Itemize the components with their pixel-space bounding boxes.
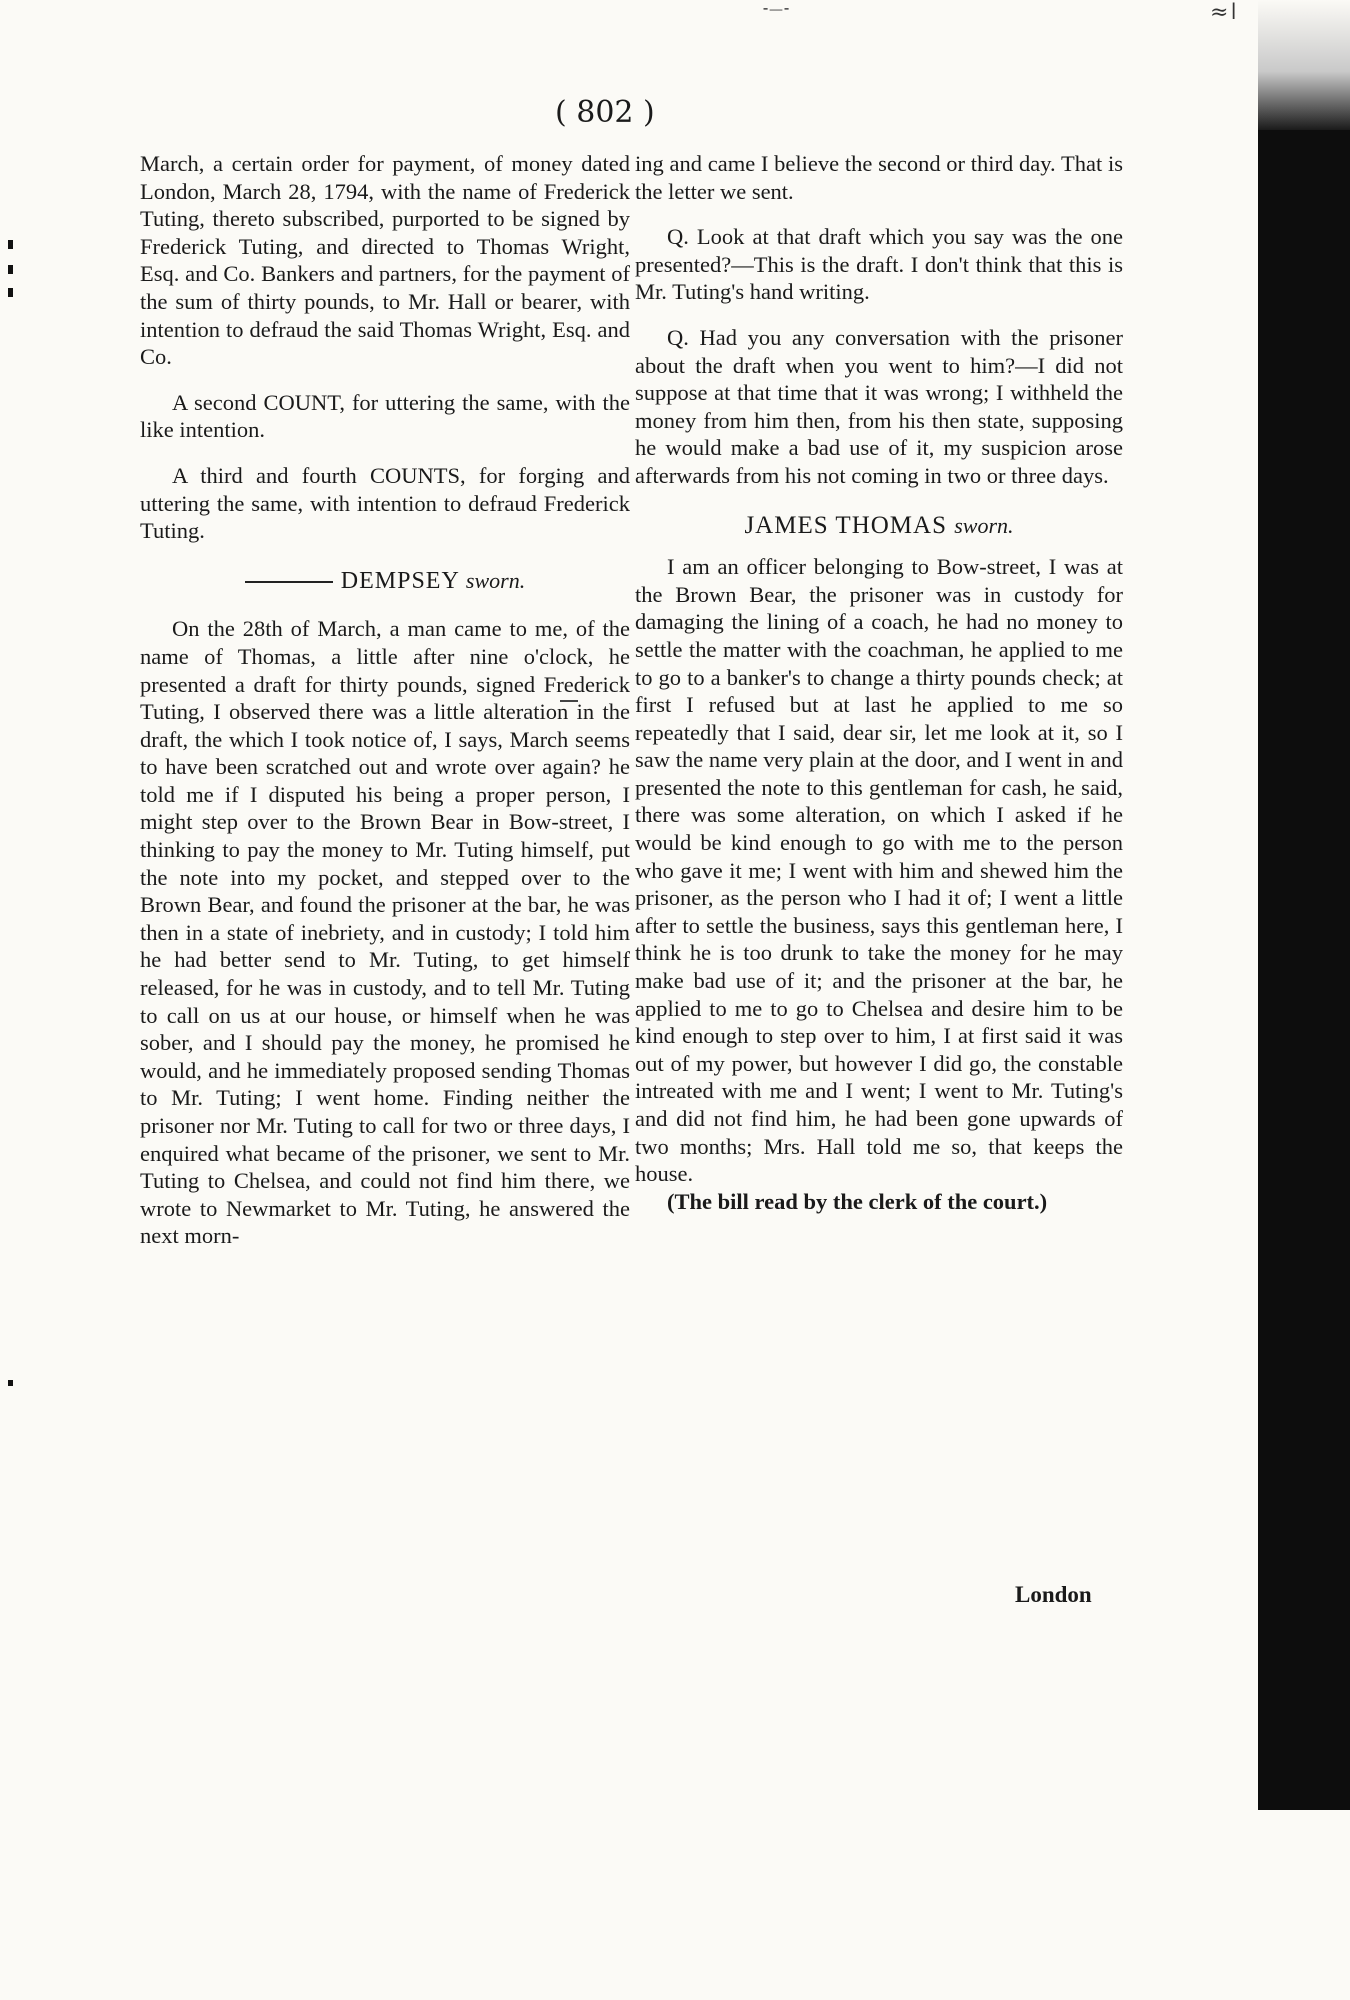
second-count-paragraph: A second COUNT, for uttering the same, with the like intention. xyxy=(140,389,630,443)
sworn-label: sworn. xyxy=(954,512,1014,538)
testimony-continuation: ing and came I believe the second or third day. That is the letter we sent. xyxy=(635,151,1123,204)
left-column xyxy=(140,150,630,1250)
witness-heading-james-thomas xyxy=(635,512,1123,540)
margin-mark xyxy=(8,288,13,297)
corner-mark: ≈ǀ xyxy=(1210,0,1239,25)
indictment-paragraph: March, a certain order for payment, of money dated London, March 28, 1794, with the name of Frederick Tuting, thereto subscribed, purported to be signed by Frederick Tuting, and directed to Thomas Wright, Esq. and Co. Bankers and partners, for the payment of the sum of thirty pounds, to Mr. Hall or bearer, with intention to defraud the said Thomas Wright, Esq. and Co. xyxy=(140,151,630,370)
question-paragraph-1: Q. Look at that draft which you say was the one presented?—This is the draft. I don't think that this is Mr. Tuting's hand writing. xyxy=(635,224,1123,305)
witness-name: JAMES THOMAS xyxy=(744,511,947,539)
margin-mark xyxy=(8,265,13,274)
margin-mark xyxy=(8,1380,13,1386)
margin-mark xyxy=(8,240,13,249)
witness-name: DEMPSEY xyxy=(340,567,459,594)
sworn-label: sworn. xyxy=(465,567,526,593)
third-fourth-counts-paragraph: A third and fourth COUNTS, for forging and uttering the same, with intention to defraud Frederick Tuting. xyxy=(140,462,630,544)
binding-edge xyxy=(1258,130,1350,1810)
catchword: London xyxy=(1015,1582,1092,1607)
witness-heading-dempsey xyxy=(140,567,630,596)
right-column xyxy=(635,150,1123,1215)
dempsey-testimony: On the 28th of March, a man came to me, of the name of Thomas, a little after nine o'clock, he presented a draft for thirty pounds, signed Frederick Tuting, I observed there was a little alteration in the draft, the which I took notice of, I says, March seems to have been scratched out and wrote over again? he told me if I disputed his being a proper person, I might step over to the Brown Bear in Bow-street, I thinking to pay the money to Mr. Tuting himself, put the note into my pocket, and stepped over to the Brown Bear, and found the prisoner at the bar, he was then in a state of inebriety, and in custody; I told him he had better send to Mr. Tuting, to get himself released, for he was in custody, and to tell Mr. Tuting to call on us at our house, or himself when he was sober, and I should pay the money, he promised he would, and he immediately proposed sending Thomas to Mr. Tuting; I went home. Finding neither the prisoner nor Mr. Tuting to call for two or three days, I enquired what became of the prisoner, we sent to Mr. Tuting to Chelsea, and could not find him there, we wrote to Newmarket to Mr. Tuting, he answered the next morn- xyxy=(140,616,630,1249)
bill-read-note: (The bill read by the clerk of the court.) xyxy=(667,1188,1048,1214)
question-paragraph-2: Q. Had you any conversation with the prisoner about the draft when you went to him?—I did not suppose at that time that it was wrong; I withheld the money from him then, from his then state, supposing he would make a bad use of it, my suspicion arose afterwards from his not coming in two or three days. xyxy=(635,324,1123,488)
james-thomas-testimony: I am an officer belonging to Bow-street, I was at the Brown Bear, the prisoner was in custody for damaging the lining of a coach, he had no money to settle the matter with the coachman, he applied to me to go to a banker's to change a thirty pounds check; at first I refused but at last he applied to me so repeatedly that I said, dear sir, let me look at it, so I saw the name very plain at the door, and I went in and presented the note to this gentleman for cash, he said, there was some alteration, on which I asked if he would be kind enough to go with me to the person who gave it me; I went with him and shewed him the prisoner, as the person who I had it of; I went a little after to settle the business, says this gentleman here, I think he is too drunk to take the money for he may make bad use of it; and the prisoner at the bar, he applied to me to go to Chelsea and desire him to be kind enough to step over to him, I at first said it was out of my power, but however I did go, the constable intreated with me and I went; I went to Mr. Tuting's and did not find him, he had been gone upwards of two months; Mrs. Hall told me so, that keeps the house. xyxy=(635,554,1123,1187)
heading-rule xyxy=(245,581,333,583)
page-number: ( 802 ) xyxy=(555,95,655,130)
top-mark: ⁃—⁃ xyxy=(762,2,790,18)
